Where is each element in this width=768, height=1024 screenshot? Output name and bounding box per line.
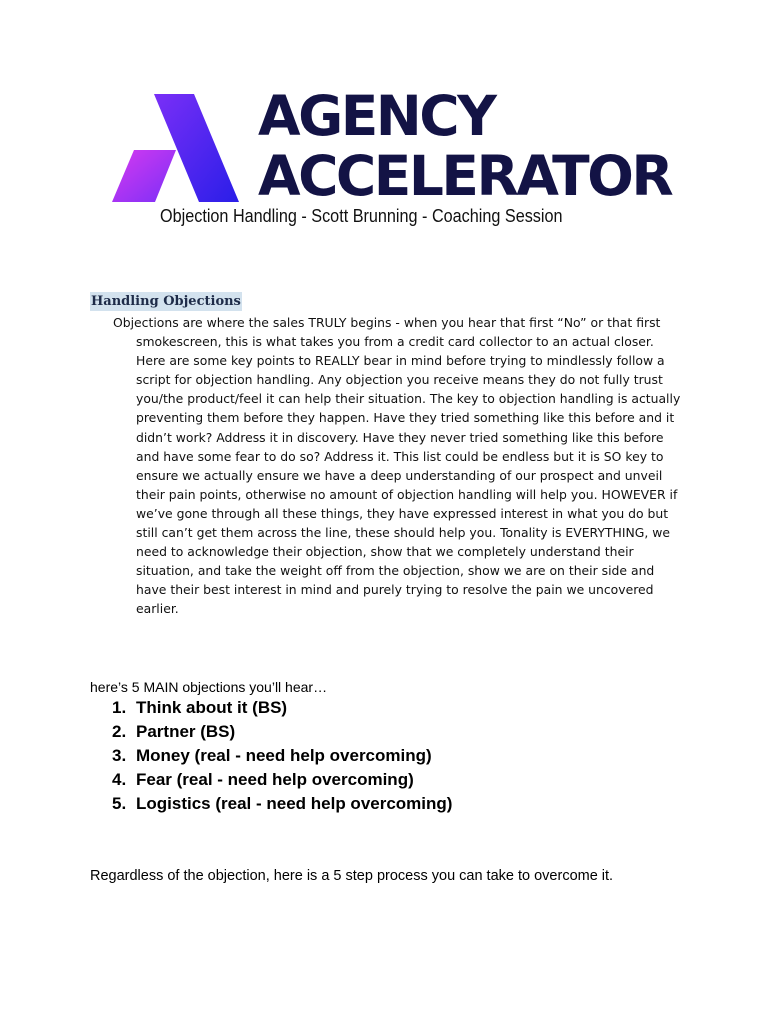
objection-item [112, 720, 452, 744]
section-heading: Handling Objections [91, 294, 241, 309]
objection-text: Logistics (real - need help overcoming) [136, 794, 453, 813]
logo-line-1: AGENCY [258, 84, 495, 148]
objection-item [112, 744, 452, 768]
objection-item [112, 696, 452, 720]
objection-number: 5. [112, 794, 127, 813]
objection-number: 1. [112, 698, 127, 717]
objection-text: Partner (BS) [136, 722, 236, 741]
objection-text: Money (real - need help overcoming) [136, 746, 432, 765]
objection-list [112, 696, 452, 816]
document-subtitle: Objection Handling - Scott Brunning - Coaching Session [160, 206, 563, 226]
agency-accelerator-logo [112, 84, 712, 208]
objection-item [112, 768, 452, 792]
logo-wordmark [258, 86, 671, 206]
logo-line-2: ACCELERATOR [258, 144, 672, 208]
objection-number: 4. [112, 770, 127, 789]
logo-mark-right-stroke [154, 94, 239, 202]
objection-text: Think about it (BS) [136, 698, 288, 717]
logo-mark-left-stroke [112, 150, 176, 202]
objection-number: 2. [112, 722, 127, 741]
objection-number: 3. [112, 746, 127, 765]
objection-item [112, 792, 452, 816]
closing-line: Regardless of the objection, here is a 5 step process you can take to overcome it. [90, 868, 614, 884]
objection-text: Fear (real - need help overcoming) [136, 770, 414, 789]
logo-a-mark-icon [112, 92, 240, 202]
objections-intro: here’s 5 MAIN objections you’ll hear… [90, 679, 328, 695]
section-body-paragraph: Objections are where the sales TRULY begins - when you hear that first “No” or that first smokescreen, this is what takes you from a credit card collector to an actual closer. Here are some key points to REALLY bear in mind before trying to mindlessly follow a script for objection handling. Any objection you receive means they do not fully trust you/the product/feel it can help their situation. The key to objection handling is actually preventing them before they happen. Have they tried something like this before and it didn’t work? Address it in discovery. Have they never tried something like this before and have some fear to do so? Address it. This list could be endless but it is SO key to ensure we actually ensure we have a deep understanding of our prospect and unveil their pain points, otherwise no amount of objection handling will help you. HOWEVER if we’ve gone through all these things, they have expressed interest in what you do but still can’t get them across the line, these should help you. Tonality is EVERYTHING, we need to acknowledge their objection, show that we completely understand their situation, and take the weight off from the objection, show we are on their side and have their best interest in mind and purely trying to resolve the pain we uncovered earlier. [113, 315, 681, 617]
